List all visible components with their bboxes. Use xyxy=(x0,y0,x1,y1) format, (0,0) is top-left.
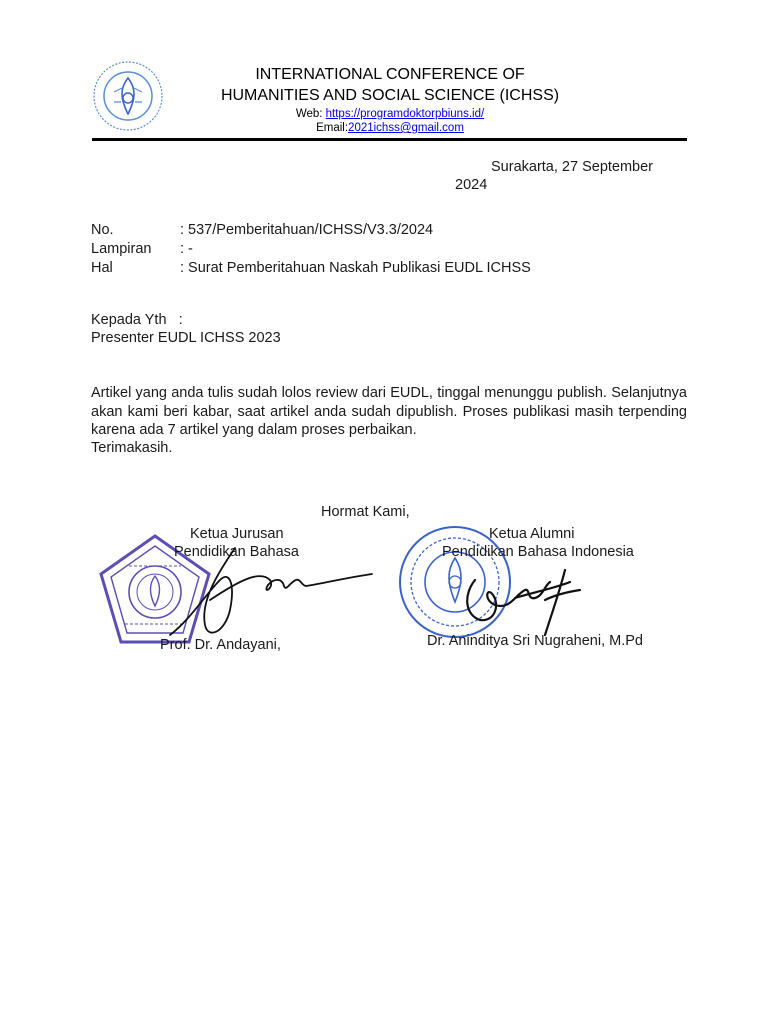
right-signature xyxy=(455,560,605,645)
web-link[interactable]: https://programdoktorpbiuns.id/ xyxy=(325,108,485,120)
email-label: Email: xyxy=(316,122,349,134)
no-label: No. xyxy=(91,222,114,238)
recipient-name: Presenter EUDL ICHSS 2023 xyxy=(91,330,281,346)
email-link[interactable]: 2021ichss@gmail.com xyxy=(348,122,464,134)
hal-label: Hal xyxy=(91,260,113,276)
email-line xyxy=(190,121,590,135)
left-signature xyxy=(150,540,375,650)
hal-value: : Surat Pemberitahuan Naskah Publikasi EUDL ICHSS xyxy=(180,260,531,276)
conference-title-line2: HUMANITIES AND SOCIAL SCIENCE (ICHSS) xyxy=(220,87,560,104)
lampiran-label: Lampiran xyxy=(91,241,152,257)
greeting: Hormat Kami, xyxy=(321,504,410,520)
left-signer-name: Prof. Dr. Andayani, xyxy=(160,637,281,653)
lampiran-value: : - xyxy=(180,241,193,257)
right-signer-title1: Ketua Alumni xyxy=(489,526,575,542)
no-value: : 537/Pemberitahuan/ICHSS/V3.3/2024 xyxy=(180,222,434,238)
recipient-label: Kepada Yth : xyxy=(91,312,183,328)
date-line1: Surakarta, 27 September xyxy=(491,159,654,175)
university-logo-icon xyxy=(92,58,164,134)
web-label: Web: xyxy=(295,108,326,120)
conference-title-line1: INTERNATIONAL CONFERENCE OF xyxy=(255,66,525,83)
date-line2: 2024 xyxy=(455,177,488,193)
web-line xyxy=(190,107,590,121)
body-paragraph: Artikel yang anda tulis sudah lolos review dari EUDL, tinggal menunggu publish. Selanjutnya akan kami beri kabar, saat artikel anda sudah dipublish. Proses publikasi masih terpending karena ada 7 artikel yang dalam proses perbaikan. xyxy=(91,385,687,438)
closing-text: Terimakasih. xyxy=(91,440,173,456)
right-signer-title2: Pendidikan Bahasa Indonesia xyxy=(442,544,634,560)
left-signer-title1: Ketua Jurusan xyxy=(190,526,284,542)
right-signer-name: Dr. Aninditya Sri Nugraheni, M.Pd xyxy=(427,633,643,649)
left-signer-title2: Pendidikan Bahasa xyxy=(174,544,299,560)
header-divider xyxy=(92,138,687,141)
